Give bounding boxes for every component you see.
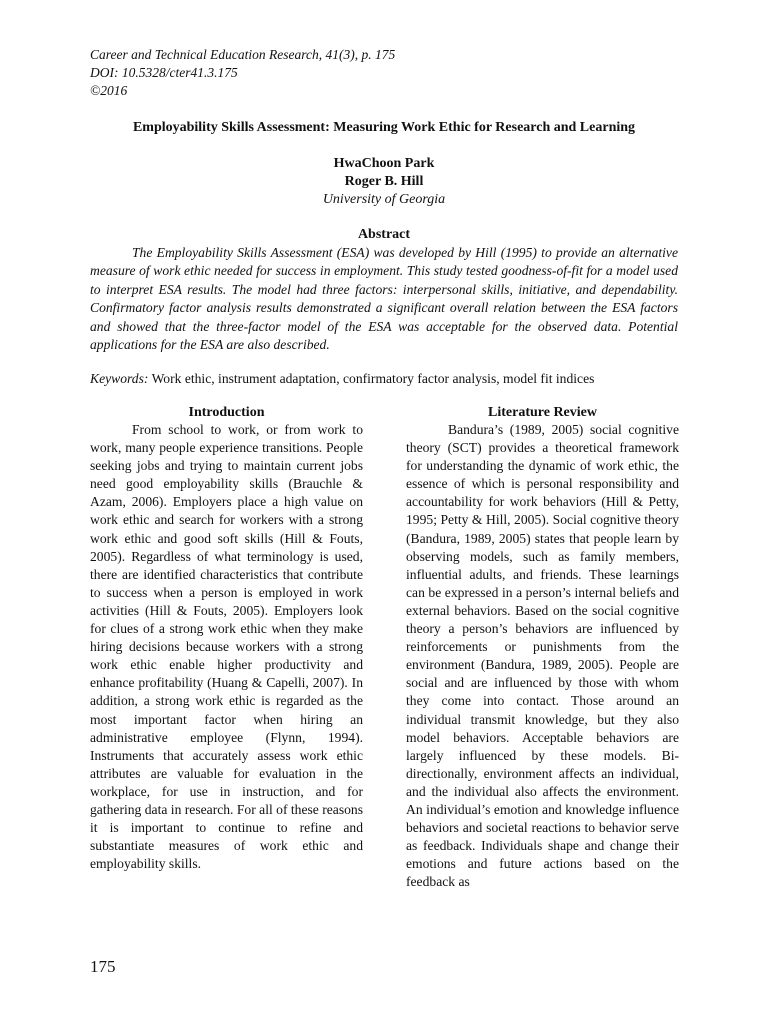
doi-link[interactable]: DOI: 10.5328/cter41.3.175: [90, 65, 238, 80]
page-number: 175: [90, 957, 116, 976]
copyright-year: ©2016: [90, 83, 128, 98]
journal-citation: Career and Technical Education Research, 41(3), p. 175: [90, 47, 396, 62]
introduction-text: From school to work, or from work to work, many people experience transitions. People seeking jobs and trying to maintain current jobs need good employability skills (Brauchle & Azam, 2006). Employers place a high value on work ethic and search for workers with a strong work ethic and good soft skills (Hill & Fouts, 2005). Regardless of what terminology is used, there are identified characteristics that contribute to success when a person is employed in work activities (Hill & Fouts, 2005). Employers look for clues of a strong work ethic when they make hiring decisions because workers with a strong work ethic enable higher productivity and enhance profitability (Huang & Capelli, 2007). In addition, a strong work ethic is regarded as the most important factor when hiring an administrative employee (Flynn, 1994). Instruments that accurately assess work ethic attributes are valuable for evaluation in the workplace, for use in instruction, and for gathering data in research. For all of these reasons it is important to continue to refine and substantiate measures of work ethic and employability skills.: [90, 422, 363, 872]
literature-review-heading: Literature Review: [488, 405, 597, 420]
paper-title: Employability Skills Assessment: Measuring Work Ethic for Research and Learning: [132, 120, 636, 135]
introduction-column: [90, 404, 363, 873]
author-affiliation: University of Georgia: [322, 192, 446, 207]
keywords-label: Keywords:: [90, 371, 149, 386]
literature-review-text: Bandura’s (1989, 2005) social cognitive theory (SCT) provides a theoretical framework for understanding the dynamic of work ethic, the essence of which is personal responsibility and accountability for work behaviors (Hill & Petty, 1995; Petty & Hill, 2005). Social cognitive theory (Bandura, 1989, 2005) states that people learn by observing models, such as family members, influential adults, and friends. These learnings can be expressed in a person’s internal beliefs and external behaviors. Based on the social cognitive theory a person’s behaviors are influenced by reinforcements or punishments from the environment (Bandura, 1989, 2005). People are social and are influenced by those with whom they come into contact. Those around an individual transmit knowledge, but they also model behaviors. Acceptable behaviors are largely influenced by these models. Bi-directionally, environment affects an individual, and the individual also affects the environment. An individual’s emotion and knowledge influence behaviors and societal reactions to behavior serve as feedback. Individuals shape and change their emotions and future actions based on the feedback as: [406, 422, 679, 890]
author-name: HwaChoon Park: [333, 156, 435, 171]
literature-review-column: [406, 404, 679, 891]
keywords-line: [90, 370, 690, 388]
keywords-text: Work ethic, instrument adaptation, confirmatory factor analysis, model fit indices: [151, 371, 595, 386]
abstract-heading: Abstract: [357, 227, 411, 242]
author-name: Roger B. Hill: [344, 174, 424, 189]
citation-block: [90, 46, 395, 100]
author-block: [0, 155, 768, 209]
introduction-heading: Introduction: [188, 405, 265, 420]
abstract-text: The Employability Skills Assessment (ESA) was developed by Hill (1995) to provide an alternative measure of work ethic needed for success in employment. This study tested goodness-of-fit for a model used to interpret ESA results. The model had three factors: interpersonal skills, initiative, and dependability. Confirmatory factor analysis results demonstrated a significant overall relation between the ESA factors and showed that the three-factor model of the ESA was acceptable for the observed data. Potential applications for the ESA are also described.: [90, 245, 678, 353]
